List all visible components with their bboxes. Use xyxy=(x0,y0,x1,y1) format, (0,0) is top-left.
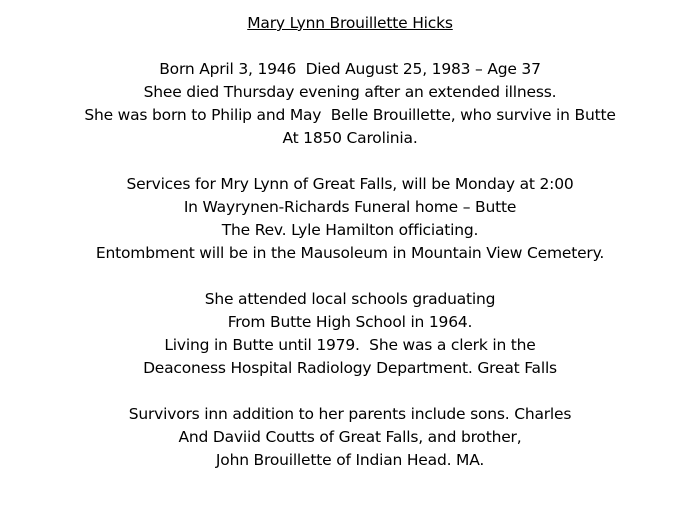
text-line: Deaconess Hospital Radiology Department. Great Falls xyxy=(143,359,557,377)
paragraph-services xyxy=(0,173,700,265)
text-line: In Wayrynen-Richards Funeral home – Butte xyxy=(183,198,517,216)
text-line: At 1850 Carolinia. xyxy=(282,129,418,147)
text-line: Services for Mry Lynn of Great Falls, will be Monday at 2:00 xyxy=(126,175,574,193)
text-line: From Butte High School in 1964. xyxy=(227,313,473,331)
paragraph-dates-and-family xyxy=(0,58,700,150)
text-line: Survivors inn addition to her parents include sons. Charles xyxy=(128,405,572,423)
obituary-document xyxy=(0,12,700,495)
text-line: Entombment will be in the Mausoleum in Mountain View Cemetery. xyxy=(95,244,605,262)
text-line: Living in Butte until 1979. She was a clerk in the xyxy=(164,336,536,354)
text-line: She attended local schools graduating xyxy=(204,290,496,308)
text-line: She was born to Philip and May Belle Brouillette, who survive in Butte xyxy=(84,106,616,124)
text-line: And Daviid Coutts of Great Falls, and brother, xyxy=(178,428,522,446)
text-line: The Rev. Lyle Hamilton officiating. xyxy=(221,221,479,239)
paragraph-survivors xyxy=(0,403,700,472)
text-line: Shee died Thursday evening after an extended illness. xyxy=(143,83,557,101)
text-line: Born April 3, 1946 Died August 25, 1983 – Age 37 xyxy=(159,60,541,78)
text-line: John Brouillette of Indian Head. MA. xyxy=(215,451,485,469)
obituary-title: Mary Lynn Brouillette Hicks xyxy=(247,14,453,32)
paragraph-education-and-work xyxy=(0,288,700,380)
